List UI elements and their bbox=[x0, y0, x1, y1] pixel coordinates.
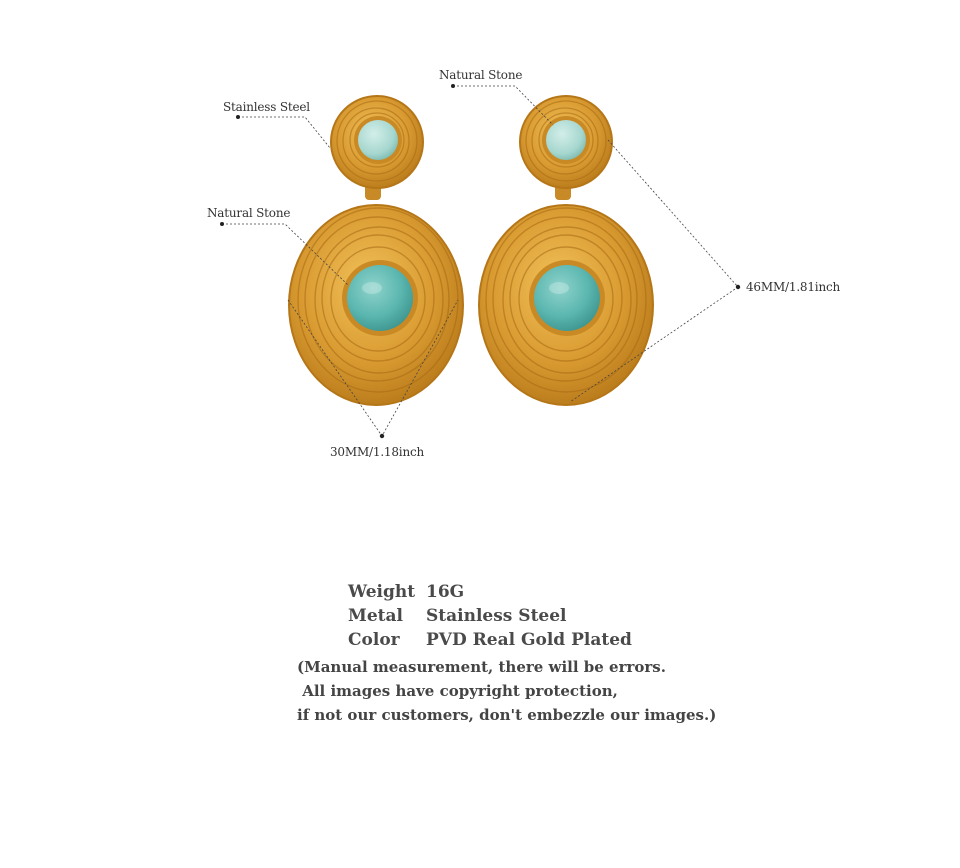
label-natural-stone-top: Natural Stone bbox=[439, 68, 523, 82]
spec-value: Stainless Steel bbox=[426, 606, 567, 626]
spec-row-weight bbox=[348, 580, 632, 604]
note-line: if not our customers, don't embezzle our images.) bbox=[297, 706, 717, 724]
spec-value: PVD Real Gold Plated bbox=[426, 630, 632, 650]
left-earring bbox=[289, 96, 463, 405]
spec-row-color bbox=[348, 628, 632, 652]
specs-table bbox=[348, 580, 632, 652]
note-line: (Manual measurement, there will be errors. bbox=[297, 658, 666, 676]
spec-row-metal bbox=[348, 604, 632, 628]
spec-key: Metal bbox=[348, 606, 403, 626]
label-stainless-steel: Stainless Steel bbox=[223, 100, 310, 114]
right-earring bbox=[479, 96, 653, 405]
label-length: 46MM/1.81inch bbox=[746, 280, 841, 294]
spec-value: 16G bbox=[426, 582, 465, 602]
label-natural-stone-left: Natural Stone bbox=[207, 206, 291, 220]
disclaimer-notes bbox=[297, 655, 716, 727]
spec-key: Weight bbox=[348, 582, 416, 602]
note-line: All images have copyright protection, bbox=[297, 682, 618, 700]
label-width: 30MM/1.18inch bbox=[330, 445, 425, 459]
leader-stainless-steel bbox=[238, 117, 330, 148]
spec-key: Color bbox=[348, 630, 400, 650]
